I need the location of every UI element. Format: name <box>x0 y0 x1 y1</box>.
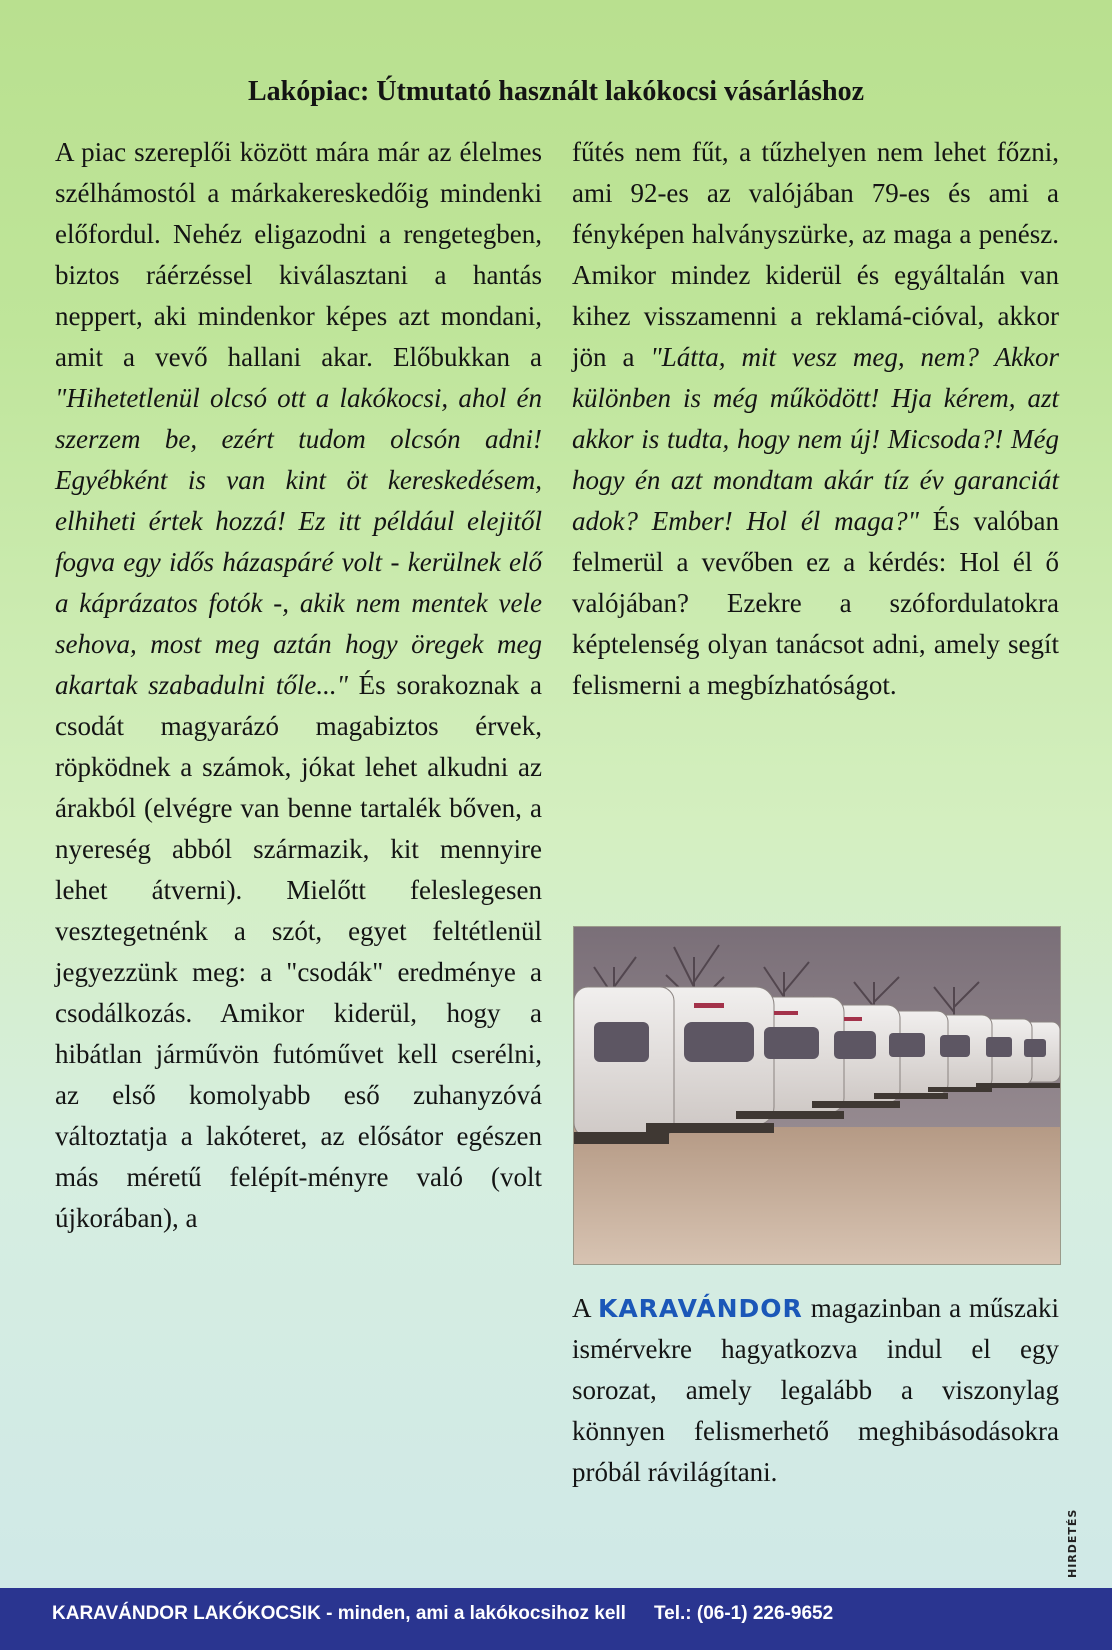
left-quote: "Hihetetlenül olcsó ott a lakókocsi, ahol én szerzem be, ezért tudom olcsón adni! Egyébként is van kint öt kereskedésem, elhiheti értek hozzá! Ez itt például elejitől fogva egy idős házaspáré volt - kerülnek elő a káprázatos fotók -, akik nem mentek vele sehova, most meg aztán hogy öregek meg akartak szabadulni tőle..." <box>55 383 542 700</box>
footer-brand: KARAVÁNDOR LAKÓKOCSIK <box>52 1603 321 1624</box>
footer-tagline: - minden, ami a lakókocsihoz kell <box>320 1603 626 1624</box>
left-text-1: A piac szereplői között mára már az élelmes szélhámostól a márkakereskedőig mindenki előfordul. Nehéz eligazodni a rengetegben, biztos ráérzéssel kiválasztani a hantás neppert, aki mindenkor képes azt mondani, amit a vevő hallani akar. Előbukkan a <box>55 137 542 372</box>
right-column <box>572 132 1059 706</box>
caravan-photo <box>573 926 1061 1265</box>
caption <box>572 1288 1059 1493</box>
footer-phone: Tel.: (06-1) 226-9652 <box>653 1603 834 1624</box>
footer-bar <box>0 1588 1112 1650</box>
right-text-2: És valóban felmerül a vevőben ez a kérdés: Hol él ő valójában? Ezekre a szófordulatokra képtelenség olyan tanácsot adni, amely segít felismerni a megbízhatóságot. <box>572 506 1059 700</box>
left-column <box>55 132 542 1239</box>
caption-prefix: A <box>572 1293 598 1323</box>
right-quote: "Látta, mit vesz meg, nem? Akkor különben is még működött! Hja kérem, azt akkor is tudta, hogy nem új! Micsoda?! Még hogy én azt mondtam akár tíz év garanciát adok? Ember! Hol él maga?" <box>572 342 1059 536</box>
right-paragraph <box>572 132 1059 706</box>
advertisement-tag: HIRDETÉS <box>1066 1508 1079 1578</box>
article-title: Lakópiac: Útmutató használt lakókocsi vásárláshoz <box>247 76 865 107</box>
left-paragraph <box>55 132 542 1239</box>
left-text-2: És sorakoznak a csodát magyarázó magabiztos érvek, röpködnek a számok, jókat lehet alkudni az árakból (elvégre van benne tartalék bőven, a nyereség abból származik, kit mennyire lehet átverni). Mielőtt feleslegesen vesztegetnénk a szót, egyet feltétlenül jegyezzünk meg: a "csodák" eredménye a csodálkozás. Amikor kiderül, hogy a hibátlan járművön futóművet kell cserélni, az első komolyabb eső zuhanyzóvá változtatja a lakóteret, az elősátor egészen más méretű felépít-ményre való (volt újkorában), a <box>55 670 542 1233</box>
caption-text: magazinban a műszaki ismérvekre hagyatkozva indul el egy sorozat, amely legalább a viszonylag könnyen felismerhető meghibásodásokra próbál rávilágítani. <box>572 1293 1059 1487</box>
right-text-1: fűtés nem fűt, a tűzhelyen nem lehet főzni, ami 92-es az valójában 79-es és ami a fényképen halványszürke, az maga a penész. Amikor mindez kiderül és egyáltalán van kihez visszamenni a reklamá-cióval, akkor jön a <box>572 137 1059 372</box>
caravan-lot-illustration <box>574 927 1060 1264</box>
brand-name: KARAVÁNDOR <box>597 1294 803 1323</box>
